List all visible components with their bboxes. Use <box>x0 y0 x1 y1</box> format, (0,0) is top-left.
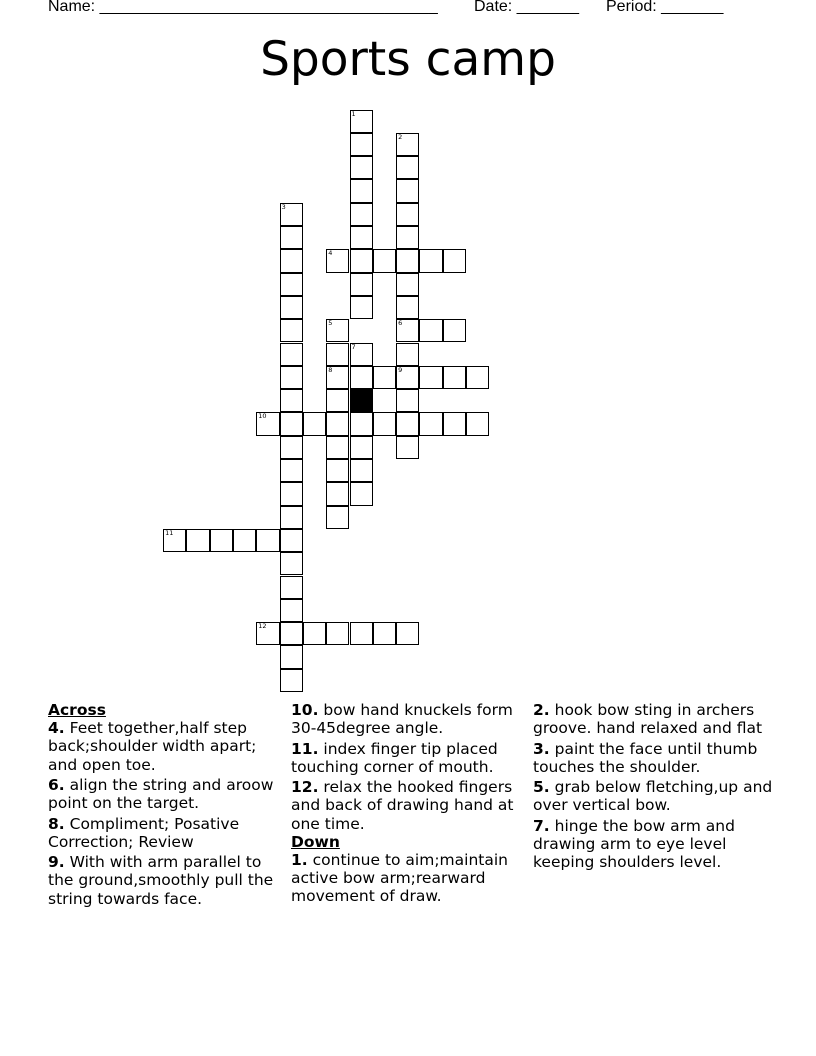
clue-number: 1. <box>291 851 308 869</box>
grid-cell[interactable] <box>396 179 419 202</box>
clue-text: hook bow sting in archers groove. hand relaxed and flat <box>533 701 763 738</box>
clue-down-3 <box>533 740 773 776</box>
grid-cell[interactable] <box>350 133 373 156</box>
grid-cell[interactable] <box>256 529 279 552</box>
grid-cell[interactable] <box>280 645 303 668</box>
grid-cell[interactable] <box>280 296 303 319</box>
grid-cell[interactable] <box>280 436 303 459</box>
grid-cell[interactable] <box>280 412 303 435</box>
grid-cell[interactable] <box>163 529 186 552</box>
grid-cell[interactable] <box>210 529 233 552</box>
date-field[interactable]: Date: _______ <box>474 0 579 15</box>
clue-number: 4. <box>48 719 65 738</box>
grid-cell[interactable] <box>350 366 373 389</box>
cell-number: 10 <box>258 412 267 421</box>
cell-number: 9 <box>398 365 403 374</box>
cell-number: 5 <box>328 319 333 328</box>
grid-cell[interactable] <box>350 296 373 319</box>
grid-cell[interactable] <box>326 319 349 342</box>
clue-number: 5. <box>533 778 550 797</box>
grid-cell[interactable] <box>396 296 419 319</box>
grid-cell[interactable] <box>280 226 303 249</box>
grid-cell[interactable] <box>396 319 419 342</box>
grid-cell[interactable] <box>350 343 373 366</box>
clue-text: hinge the bow arm and drawing arm to eye level keeping shoulders level. <box>533 816 735 872</box>
name-field[interactable]: Name: ______________________________________ <box>48 0 438 15</box>
clue-number: 2. <box>533 701 550 719</box>
cell-number: 12 <box>258 622 267 631</box>
grid-cell[interactable] <box>466 412 489 435</box>
grid-cell[interactable] <box>443 319 466 342</box>
grid-cell[interactable] <box>280 482 303 505</box>
grid-cell[interactable] <box>443 412 466 435</box>
grid-cell[interactable] <box>350 482 373 505</box>
grid-cell[interactable] <box>280 506 303 529</box>
grid-cell[interactable] <box>280 599 303 622</box>
grid-cell[interactable] <box>350 226 373 249</box>
clue-text: With with arm parallel to the ground,smoothly pull the string towards face. <box>48 853 274 908</box>
cell-number: 6 <box>398 319 403 328</box>
clue-text: continue to aim;maintain active bow arm;rearward movement of draw. <box>291 851 508 906</box>
grid-cell[interactable] <box>280 319 303 342</box>
clue-text: Feet together,half step back;shoulder width apart; and open toe. <box>48 719 257 774</box>
grid-cell[interactable] <box>326 343 349 366</box>
grid-cell[interactable] <box>350 156 373 179</box>
grid-cell[interactable] <box>443 249 466 272</box>
clue-across-11 <box>291 740 526 776</box>
grid-cell[interactable] <box>396 203 419 226</box>
clue-text: index finger tip placed touching corner of mouth. <box>291 739 498 776</box>
clue-text: Compliment; Posative Correction; Review <box>48 814 240 851</box>
grid-cell[interactable] <box>280 343 303 366</box>
clue-number: 10. <box>291 701 319 719</box>
clue-text: paint the face until thumb touches the shoulder. <box>533 739 758 776</box>
grid-cell[interactable] <box>396 389 419 412</box>
grid-cell[interactable] <box>419 319 442 342</box>
grid-cell[interactable] <box>350 622 373 645</box>
grid-cell[interactable] <box>326 482 349 505</box>
grid-cell[interactable] <box>396 366 419 389</box>
grid-cell[interactable] <box>466 366 489 389</box>
clue-number: 3. <box>533 739 550 758</box>
grid-cell[interactable] <box>396 343 419 366</box>
grid-cell[interactable] <box>280 622 303 645</box>
grid-cell[interactable] <box>280 459 303 482</box>
grid-cell[interactable] <box>350 179 373 202</box>
grid-cell[interactable] <box>326 412 349 435</box>
grid-cell[interactable] <box>396 156 419 179</box>
grid-cell[interactable] <box>280 389 303 412</box>
grid-cell[interactable] <box>350 412 373 435</box>
clue-text: relax the hooked fingers and back of drawing hand at one time. <box>291 778 514 833</box>
period-field[interactable]: Period: _______ <box>606 0 724 15</box>
cell-number: 4 <box>328 249 333 258</box>
grid-cell[interactable] <box>280 552 303 575</box>
grid-cell[interactable] <box>396 226 419 249</box>
clue-text: grab below fletching,up and over vertical bow. <box>533 778 773 815</box>
grid-cell[interactable] <box>443 366 466 389</box>
grid-cell[interactable] <box>326 249 349 272</box>
grid-cell[interactable] <box>350 273 373 296</box>
clues-column-1 <box>48 701 283 910</box>
clue-text: bow hand knuckels form 30-45degree angle. <box>291 701 513 738</box>
grid-cell[interactable] <box>326 622 349 645</box>
clues-column-2 <box>291 701 526 908</box>
black-square <box>350 389 373 412</box>
cell-number: 7 <box>351 342 356 351</box>
clue-across-12 <box>291 778 526 833</box>
grid-cell[interactable] <box>396 133 419 156</box>
across-heading: Across <box>48 701 106 719</box>
grid-cell[interactable] <box>396 622 419 645</box>
cell-number: 2 <box>398 132 403 141</box>
grid-cell[interactable] <box>326 506 349 529</box>
clue-down-1 <box>291 851 526 906</box>
grid-cell[interactable] <box>326 389 349 412</box>
grid-cell[interactable] <box>326 436 349 459</box>
grid-cell[interactable] <box>350 249 373 272</box>
clue-down-5 <box>533 778 773 814</box>
grid-cell[interactable] <box>373 412 396 435</box>
grid-cell[interactable] <box>280 273 303 296</box>
cell-number: 1 <box>351 109 356 118</box>
worksheet-header <box>48 0 748 20</box>
clue-number: 8. <box>48 814 65 833</box>
grid-cell[interactable] <box>256 412 279 435</box>
clue-across-10 <box>291 701 526 737</box>
grid-cell[interactable] <box>280 249 303 272</box>
grid-cell[interactable] <box>186 529 209 552</box>
grid-cell[interactable] <box>280 203 303 226</box>
clue-across-9 <box>48 853 283 908</box>
clue-down-7 <box>533 817 773 872</box>
grid-cell[interactable] <box>350 110 373 133</box>
grid-cell[interactable] <box>396 412 419 435</box>
grid-cell[interactable] <box>326 366 349 389</box>
grid-cell[interactable] <box>350 436 373 459</box>
clue-number: 7. <box>533 816 550 835</box>
grid-cell[interactable] <box>396 436 419 459</box>
clue-across-8 <box>48 815 283 851</box>
grid-cell[interactable] <box>256 622 279 645</box>
clue-number: 11. <box>291 739 319 758</box>
clue-down-2 <box>533 701 773 737</box>
grid-cell[interactable] <box>373 622 396 645</box>
cell-number: 8 <box>328 365 333 374</box>
grid-cell[interactable] <box>350 459 373 482</box>
grid-cell[interactable] <box>373 366 396 389</box>
clue-across-4 <box>48 719 283 774</box>
down-heading: Down <box>291 832 340 851</box>
cell-number: 3 <box>281 202 286 211</box>
grid-cell[interactable] <box>373 249 396 272</box>
clue-number: 9. <box>48 853 65 872</box>
clue-number: 6. <box>48 776 65 794</box>
clues-column-3 <box>533 701 773 874</box>
grid-cell[interactable] <box>280 366 303 389</box>
grid-cell[interactable] <box>419 249 442 272</box>
grid-cell[interactable] <box>396 249 419 272</box>
page-title: Sports camp <box>260 32 556 87</box>
grid-cell[interactable] <box>303 622 326 645</box>
grid-cell[interactable] <box>280 576 303 599</box>
grid-cell[interactable] <box>233 529 256 552</box>
cell-number: 11 <box>165 528 174 537</box>
grid-cell[interactable] <box>280 669 303 692</box>
clue-text: align the string and aroow point on the target. <box>48 776 274 813</box>
grid-cell[interactable] <box>303 412 326 435</box>
grid-cell[interactable] <box>419 412 442 435</box>
grid-cell[interactable] <box>280 529 303 552</box>
grid-cell[interactable] <box>350 203 373 226</box>
grid-cell[interactable] <box>326 459 349 482</box>
grid-cell[interactable] <box>419 366 442 389</box>
clue-across-6 <box>48 776 283 812</box>
grid-cell[interactable] <box>396 273 419 296</box>
clue-number: 12. <box>291 778 319 797</box>
